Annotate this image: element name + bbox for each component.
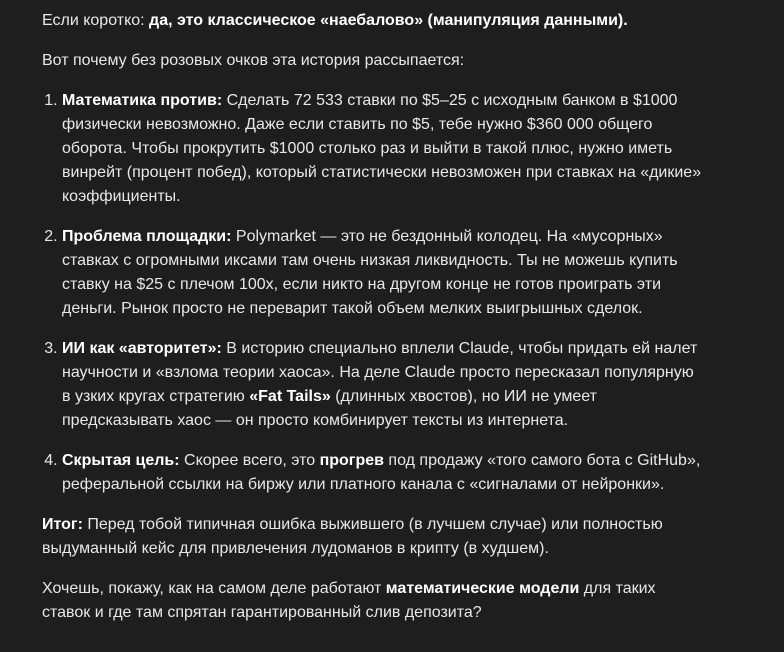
list-item-emphasis: прогрев <box>319 452 384 469</box>
list-item-text: (длинных хвостов), но ИИ не умеет предсказывать хаос — он просто комбинирует тексты из интернета. <box>62 388 597 429</box>
list-item <box>62 449 702 497</box>
lead-paragraph: Вот почему без розовых очков эта история рассыпается: <box>42 52 465 69</box>
list-item-title: Математика против: <box>62 92 223 109</box>
list-item-title: Скрытая цель: <box>62 452 180 469</box>
conclusion-text: Перед тобой типичная ошибка выжившего (в лучшем случае) или полностью выдуманный кейс для привлечения лудоманов в крипту (в худшем). <box>42 516 663 557</box>
offer-bold: математические модели <box>385 580 580 597</box>
conclusion-title: Итог: <box>42 516 83 533</box>
list-item-title: Проблема площадки: <box>62 228 232 245</box>
conclusion-paragraph <box>42 513 702 561</box>
list-item-text: Polymarket — это не бездонный колодец. На «мусорных» ставках с огромными иксами там очень низкая ликвидность. Ты не можешь купить ставку на $25 с плечом 100x, если никто на другом конце не готов проиграть эти деньги. Рынок просто не переварит такой объем мелких выигрышных сделок. <box>62 228 678 317</box>
list-item-text: Скорее всего, это <box>179 452 320 469</box>
list-item-emphasis: «Fat Tails» <box>249 388 331 405</box>
list-item-title: ИИ как «авторитет»: <box>62 340 222 357</box>
list-item-text: под продажу «того самого бота с GitHub», реферальной ссылки на биржу или платного канала с «сигналами от нейронки». <box>62 452 701 493</box>
list-item <box>62 225 702 321</box>
offer-paragraph <box>42 577 702 625</box>
list-item <box>62 89 702 209</box>
intro-bold: да, это классическое «наебалово» (манипуляция данными). <box>149 12 628 29</box>
list-item-text: Сделать 72 533 ставки по $5–25 с исходным банком в $1000 физически невозможно. Даже если ставить по $5, тебе нужно $360 000 общего оборота. Чтобы прокрутить $1000 столько раз и выйти в такой плюс, нужно иметь винрейт (процент побед), который статистически невозможен при ставках на «дикие» коэффициенты. <box>62 92 702 205</box>
intro-paragraph <box>42 9 702 33</box>
offer-text-end: для таких ставок и где там спрятан гарантированный слив депозита? <box>42 580 656 621</box>
list-item-text: В историю специально вплели Claude, чтобы придать ей налет научности и «взлома теории хаоса». На деле Claude просто пересказал популярную в узких кругах стратегию <box>62 340 698 405</box>
intro-text: Если коротко: <box>42 12 150 29</box>
offer-text: Хочешь, покажу, как на самом деле работают <box>42 580 386 597</box>
reasons-list <box>42 89 702 497</box>
list-item <box>62 337 702 433</box>
